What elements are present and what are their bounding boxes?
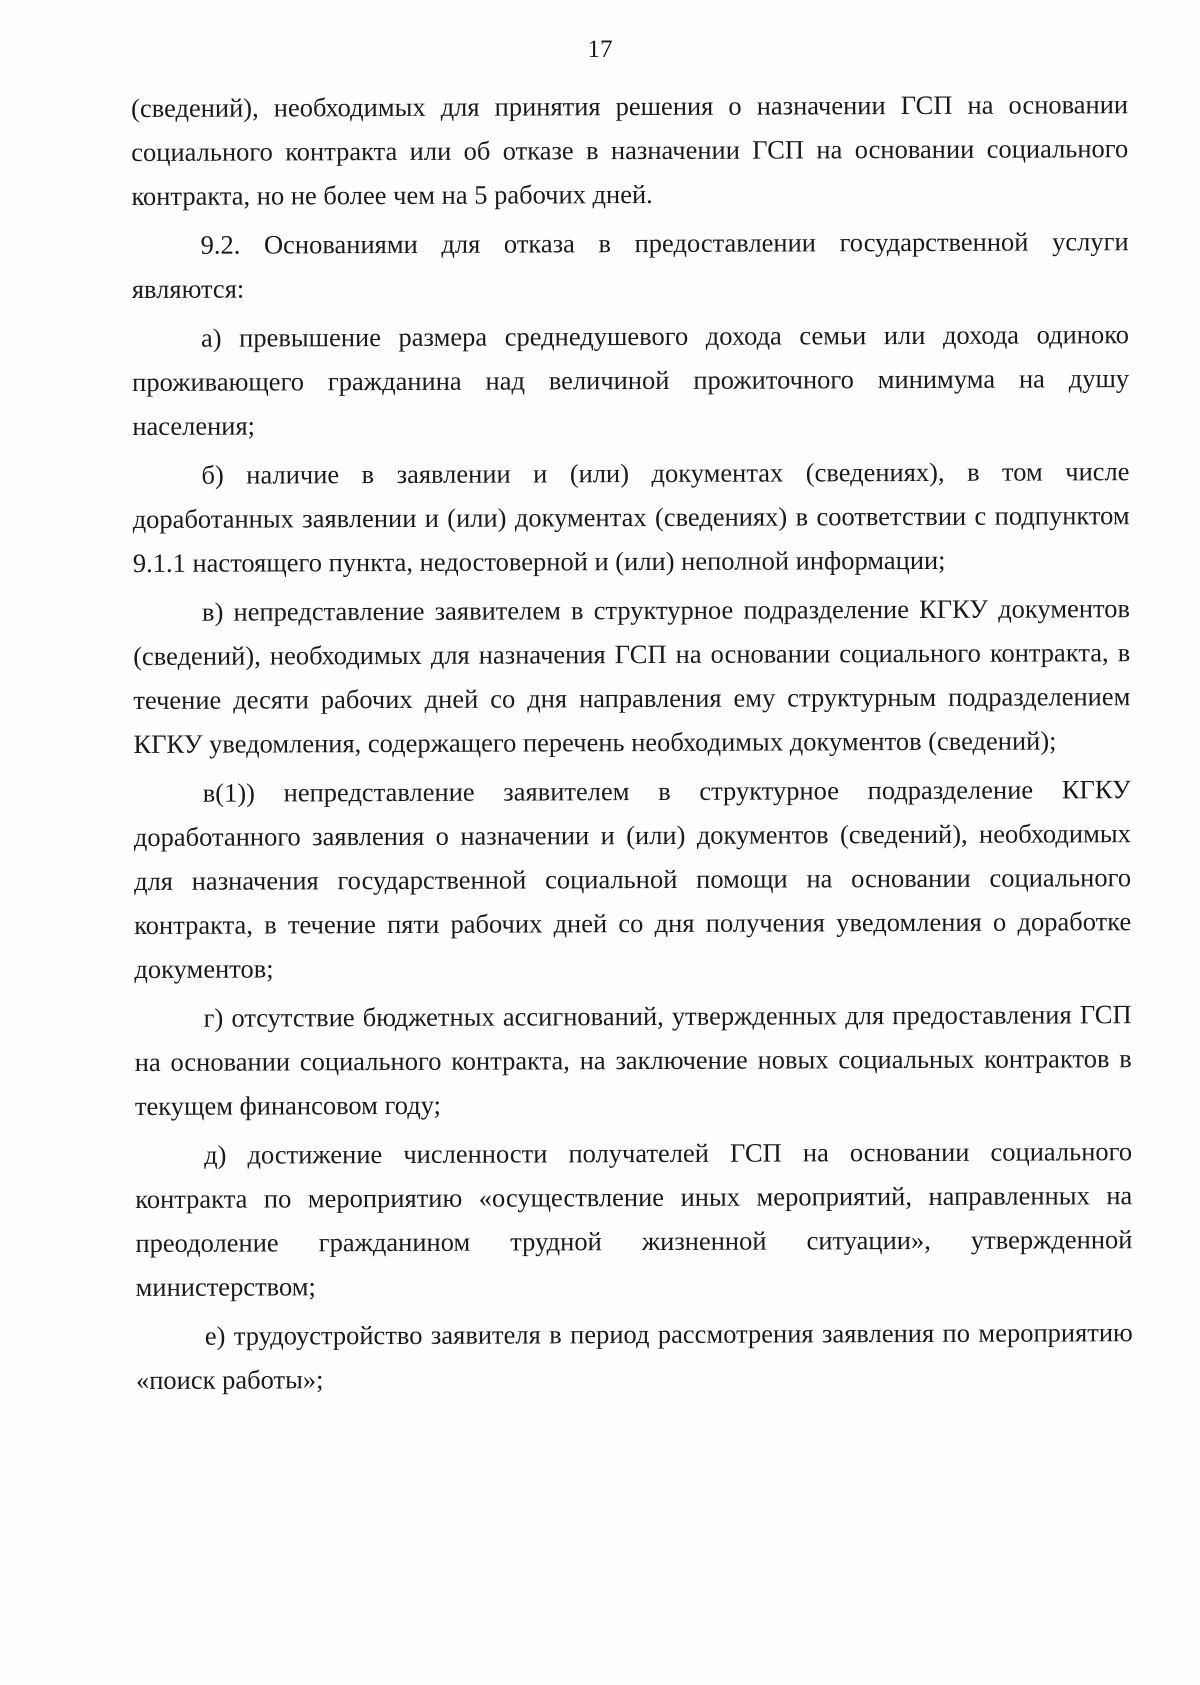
paragraph-continuation: (сведений), необходимых для принятия решения о назначении ГСП на основании социального контракта или об отказе в назначении ГСП на основании социального контракта, но не более чем на 5 рабочих дней.	[131, 89, 1129, 211]
paragraph-9-2: 9.2. Основаниями для отказа в предоставлении государственной услуги являются:	[131, 226, 1129, 304]
list-item-a: а) превышение размера среднедушевого дохода семьи или дохода одиноко проживающего гражданина над величиной прожиточного минимума на душу населения;	[132, 319, 1130, 441]
page-number: 17	[587, 36, 613, 63]
list-item-v: в) непредставление заявителем в структурное подразделение КГКУ документов (сведений), необходимых для назначения ГСП на основании социального контракта, в течение десяти рабочих дней со дня направления ему структурным подразделением КГКУ уведомления, содержащего перечень необходимых документов (сведений);	[133, 593, 1131, 759]
list-item-d: д) достижение численности получателей ГСП на основании социального контракта по мероприятию «осуществление иных мероприятий, направленных на преодоление гражданином трудной жизненной ситуации», утвержденной министерством;	[135, 1136, 1133, 1302]
list-item-g: г) отсутствие бюджетных ассигнований, утвержденных для предоставления ГСП на основании социального контракта, на заключение новых социальных контрактов в текущем финансовом году;	[134, 999, 1132, 1121]
list-item-b: б) наличие в заявлении и (или) документах (сведениях), в том числе доработанных заявлении и (или) документах (сведениях) в соответствии с подпунктом 9.1.1 настоящего пункта, недостоверной и (или) неполной информации;	[132, 456, 1130, 578]
list-item-e: е) трудоустройство заявителя в период рассмотрения заявления по мероприятию «поиск работы»;	[135, 1317, 1133, 1395]
list-item-v1: в(1)) непредставление заявителем в структурное подразделение КГКУ доработанного заявления о назначении и (или) документов (сведений), необходимых для назначения государственной социальной помощи на основании социального контракта, в течение пяти рабочих дней со дня получения уведомления о доработке документов;	[133, 774, 1132, 984]
document-body	[131, 82, 1133, 1407]
